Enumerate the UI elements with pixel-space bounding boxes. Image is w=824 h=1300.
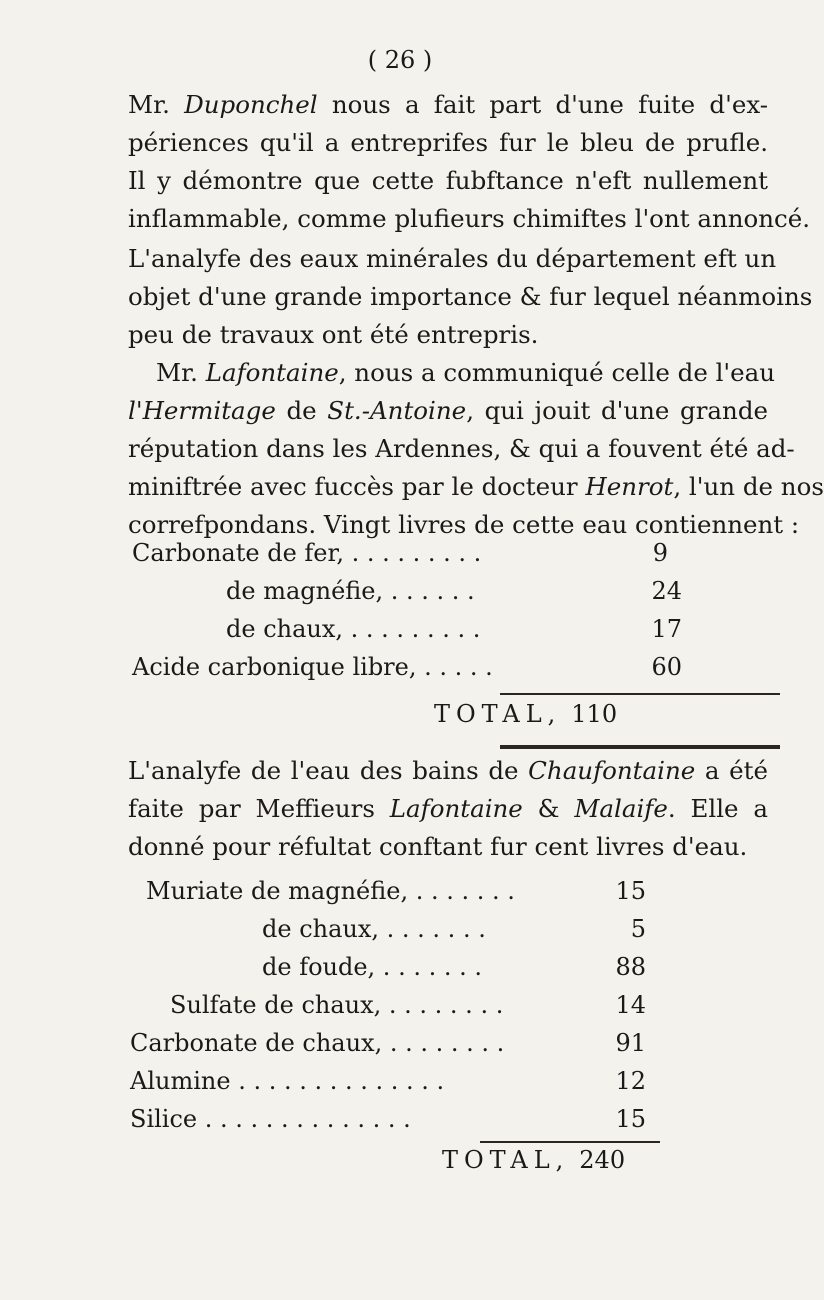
row-label: Silice . . . . . . . . . . . . . . bbox=[130, 1105, 411, 1133]
row-value: 15 bbox=[615, 1105, 646, 1133]
text-line: inflammable, comme plufieurs chimiftes l'ont annoncé. bbox=[128, 204, 811, 233]
table2-total bbox=[442, 1146, 625, 1174]
row-value: 15 bbox=[615, 877, 646, 905]
text-line: l'Hermitage de St.-Antoine, qui jouit d'une grande bbox=[128, 396, 769, 425]
paragraph-duponchel bbox=[128, 86, 811, 238]
text-line: Mr. Duponchel nous a fait part d'une fuite d'ex- bbox=[128, 90, 768, 119]
text-line: donné pour réfultat conftant fur cent livres d'eau. bbox=[128, 832, 748, 861]
total-value: 110 bbox=[571, 700, 618, 728]
row-value: 17 bbox=[651, 615, 682, 643]
total-label: TOTAL, bbox=[442, 1146, 570, 1174]
text-line: peu de travaux ont été entrepris. bbox=[128, 320, 539, 349]
row-label: de foude, . . . . . . . bbox=[262, 953, 482, 981]
text-line: L'analyfe des eaux minérales du département eft un bbox=[128, 244, 777, 273]
table2-rule bbox=[480, 1141, 660, 1143]
italic-name: Lafontaine bbox=[205, 358, 339, 387]
italic-name: l'Hermitage bbox=[128, 396, 276, 425]
table-row bbox=[132, 648, 682, 686]
text-line: L'analyfe de l'eau des bains de Chaufontaine a été bbox=[128, 756, 768, 785]
italic-name: Chaufontaine bbox=[528, 756, 696, 785]
row-label: Acide carbonique libre, . . . . . bbox=[132, 653, 493, 681]
paragraph-lafontaine bbox=[128, 354, 824, 544]
paragraph-analyse-eaux bbox=[128, 240, 813, 354]
row-value: 9 bbox=[652, 539, 668, 567]
italic-name: Henrot bbox=[585, 472, 674, 501]
table-row bbox=[130, 1062, 646, 1100]
italic-name: Lafontaine bbox=[389, 794, 523, 823]
table1-total bbox=[434, 700, 617, 728]
table-row bbox=[226, 610, 682, 648]
text-line: miniftrée avec fuccès par le docteur Henrot, l'un de nos bbox=[128, 472, 824, 501]
table-row bbox=[146, 872, 646, 910]
table-row bbox=[226, 572, 682, 610]
table-row bbox=[130, 1100, 646, 1138]
row-label: de chaux, . . . . . . . bbox=[262, 915, 486, 943]
text-line: faite par Meffieurs Lafontaine & Malaife. Elle a bbox=[128, 794, 768, 823]
row-label: Carbonate de fer, . . . . . . . . . bbox=[132, 539, 482, 567]
row-value: 60 bbox=[651, 653, 682, 681]
table1-rule-bottom bbox=[500, 745, 780, 749]
row-label: Alumine . . . . . . . . . . . . . . bbox=[130, 1067, 445, 1095]
text-line: objet d'une grande importance & fur lequel néanmoins bbox=[128, 282, 813, 311]
row-value: 88 bbox=[615, 953, 646, 981]
total-value: 240 bbox=[579, 1146, 626, 1174]
row-value: 5 bbox=[630, 915, 646, 943]
page-number: ( 26 ) bbox=[367, 46, 433, 74]
paragraph-chaufontaine bbox=[128, 752, 768, 866]
row-label: Muriate de magnéfie, . . . . . . . bbox=[146, 877, 515, 905]
table-row bbox=[262, 910, 646, 948]
table1-rule-top bbox=[500, 693, 780, 695]
italic-name: Malaife bbox=[574, 794, 668, 823]
italic-name: St.-Antoine bbox=[327, 396, 467, 425]
row-value: 91 bbox=[615, 1029, 646, 1057]
row-value: 24 bbox=[651, 577, 682, 605]
row-label: Sulfate de chaux, . . . . . . . . bbox=[170, 991, 504, 1019]
row-label: de magnéfie, . . . . . . bbox=[226, 577, 475, 605]
text-line: réputation dans les Ardennes, & qui a fouvent été ad- bbox=[128, 434, 795, 463]
total-label: TOTAL, bbox=[434, 700, 562, 728]
text-line: périences qu'il a entreprifes fur le bleu de prufle. bbox=[128, 128, 768, 157]
table-row bbox=[262, 948, 646, 986]
row-value: 14 bbox=[615, 991, 646, 1019]
text-line: Il y démontre que cette fubftance n'eft nullement bbox=[128, 166, 768, 195]
table-row bbox=[132, 534, 668, 572]
row-value: 12 bbox=[615, 1067, 646, 1095]
text-line: Mr. Lafontaine, nous a communiqué celle de l'eau bbox=[156, 358, 776, 387]
table-row bbox=[130, 1024, 646, 1062]
table-row bbox=[170, 986, 646, 1024]
row-label: de chaux, . . . . . . . . . bbox=[226, 615, 481, 643]
text-line: correfpondans. Vingt livres de cette eau contiennent : bbox=[128, 510, 800, 539]
row-label: Carbonate de chaux, . . . . . . . . bbox=[130, 1029, 505, 1057]
italic-name: Duponchel bbox=[184, 90, 318, 119]
